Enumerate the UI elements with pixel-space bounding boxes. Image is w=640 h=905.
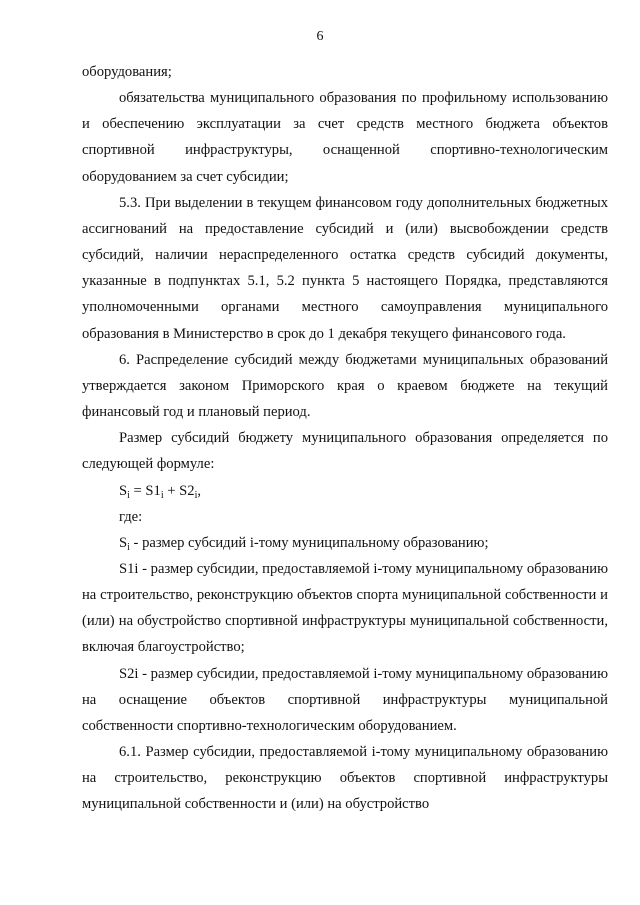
formula-term-1: = S1 xyxy=(129,482,161,499)
paragraph-si-definition xyxy=(82,530,608,556)
paragraph-obligations: обязательства муниципального образования по профильному использованию и обеспечению эксплуатации за счет средств местного бюджета объектов спортивной инфраструктуры, оснащенной спортивно-технологическим оборудованием за счет субсидии; xyxy=(82,90,608,185)
formula-end: , xyxy=(197,482,202,499)
formula-lhs: S xyxy=(119,482,128,499)
document-body xyxy=(82,59,608,818)
paragraph-6: 6. Распределение субсидий между бюджетами муниципальных образований утверждается законом Приморского края о краевом бюджете на текущий финансовый год и плановый период. xyxy=(82,351,608,421)
formula-lhs-subscript: i xyxy=(127,489,130,501)
formula xyxy=(82,478,608,504)
paragraph-s1i-definition: S1i - размер субсидии, предоставляемой i-тому муниципальному образованию на строительство, реконструкцию объектов спорта муниципальной собственности и (или) на обустройство спортивной инфраструктуры муниципальной собственности, включая благоустройство; xyxy=(82,560,608,656)
paragraph-5-3: 5.3. При выделении в текущем финансовом году дополнительных бюджетных ассигнований на предоставление субсидий и (или) высвобождении средств субсидий, наличии нераспределенного остатка средств субсидий документы, указанные в подпунктах 5.1, 5.2 пункта 5 настоящего Порядка, представляются уполномоченными органами местного самоуправления муниципального образования в Министерство в срок до 1 декабря текущего финансового года. xyxy=(82,194,608,342)
paragraph-where: где: xyxy=(119,508,143,525)
formula-term-2: + S2 xyxy=(163,482,195,499)
si-symbol-subscript: i xyxy=(127,541,130,553)
paragraph-6-1: 6.1. Размер субсидии, предоставляемой i-тому муниципальному образованию на строительство, реконструкцию объектов спортивной инфраструктуры муниципальной собственности и (или) на обустройство xyxy=(82,744,608,813)
paragraph-s2i-definition: S2i - размер субсидии, предоставляемой i-тому муниципальному образованию на оснащение объектов спортивной инфраструктуры муниципальной собственности спортивно-технологическим оборудованием. xyxy=(82,665,608,734)
paragraph-equipment: оборудования; xyxy=(82,64,172,80)
page-number: 6 xyxy=(316,29,324,44)
si-symbol: S xyxy=(119,534,128,551)
formula-term-2-subscript: i xyxy=(194,489,198,501)
paragraph-formula-intro: Размер субсидий бюджету муниципального образования определяется по следующей формуле: xyxy=(82,430,608,473)
formula-term-1-subscript: i xyxy=(160,489,164,501)
si-definition-text: - размер субсидий i-тому муниципальному образованию; xyxy=(129,534,489,551)
